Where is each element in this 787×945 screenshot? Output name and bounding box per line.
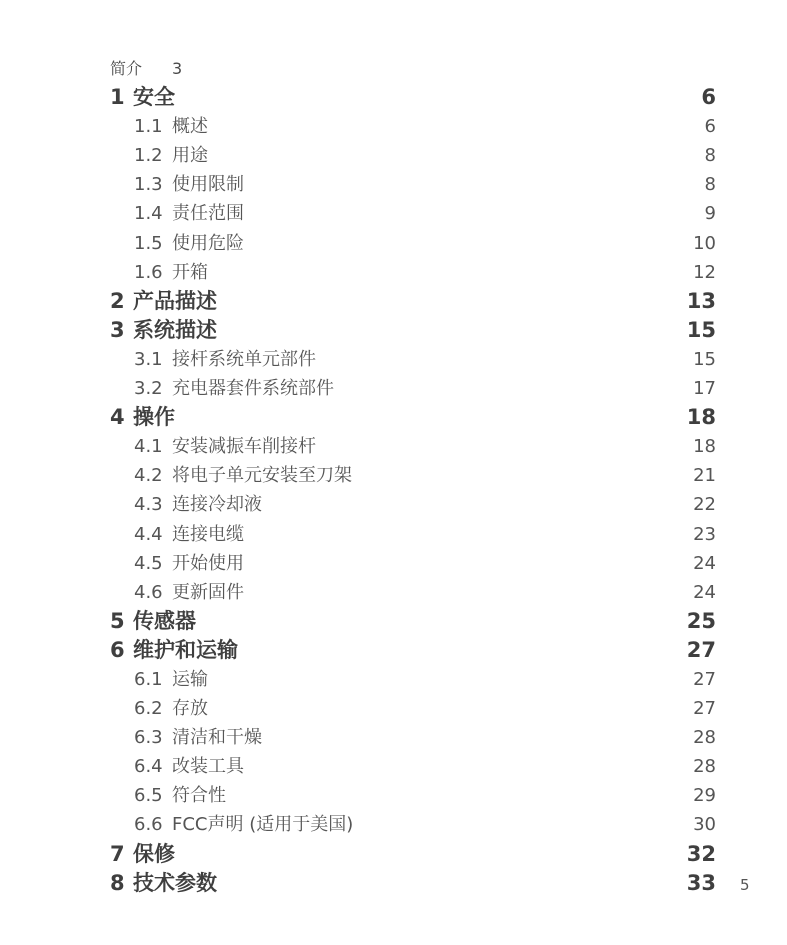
toc-entry-title: 连接冷却液 [172, 494, 262, 516]
toc-entry-title: 符合性 [172, 785, 226, 807]
toc-entry-page: 9 [704, 203, 716, 225]
toc-entry-page: 3 [172, 59, 183, 78]
toc-entry-page: 28 [693, 727, 716, 749]
toc-entry-title: FCC声明 (适用于美国) [172, 814, 354, 836]
toc-entry-number: 4.4 [134, 523, 163, 545]
table-of-contents [110, 54, 716, 898]
toc-entry-page: 18 [686, 405, 716, 430]
toc-entry-title: 责任范围 [172, 203, 244, 225]
toc-entry-number: 6.3 [134, 727, 163, 749]
toc-entry-number: 6.2 [134, 698, 163, 720]
toc-entry-number: 2 [110, 288, 125, 313]
toc-entry-number: 1.2 [134, 145, 163, 167]
toc-entry-title: 操作 [133, 405, 175, 430]
toc-entry-number: 4.5 [134, 552, 163, 574]
toc-entry-page: 32 [686, 841, 716, 866]
toc-section-row[interactable] [110, 54, 716, 83]
toc-subsection-row[interactable] [110, 170, 716, 199]
toc-entry-title: 存放 [172, 698, 208, 720]
toc-subsection-row[interactable] [110, 578, 716, 607]
toc-entry-number: 4.1 [134, 436, 163, 458]
toc-entry-number: 4.2 [134, 465, 163, 487]
toc-entry-title: 接杆系统单元部件 [172, 348, 316, 370]
toc-entry-page: 8 [704, 145, 716, 167]
toc-entry-title: 安全 [133, 85, 175, 110]
toc-entry-number: 4.3 [134, 494, 163, 516]
toc-subsection-row[interactable] [110, 199, 716, 228]
toc-entry-title: 产品描述 [133, 288, 217, 313]
toc-entry-title: 改装工具 [172, 756, 244, 778]
toc-entry-title: 将电子单元安装至刀架 [172, 465, 352, 487]
toc-entry-page: 29 [693, 785, 716, 807]
toc-entry-title: 使用限制 [172, 174, 244, 196]
toc-entry-page: 30 [693, 814, 716, 836]
toc-entry-number: 1 [110, 85, 125, 110]
toc-entry-number: 8 [110, 870, 125, 895]
toc-entry-title: 概述 [172, 116, 208, 138]
toc-entry-title: 技术参数 [133, 870, 217, 895]
toc-entry-title: 使用危险 [172, 232, 244, 254]
toc-entry-title: 开箱 [172, 261, 208, 283]
toc-entry-number: 7 [110, 841, 125, 866]
toc-section-row[interactable] [110, 869, 716, 898]
page-number: 5 [740, 876, 750, 894]
toc-entry-page: 23 [693, 523, 716, 545]
toc-entry-number: 4 [110, 405, 125, 430]
toc-entry-title: 充电器套件系统部件 [172, 378, 334, 400]
toc-entry-page: 27 [693, 698, 716, 720]
toc-entry-number: 6.4 [134, 756, 163, 778]
toc-entry-title: 维护和运输 [133, 637, 238, 662]
toc-entry-number: 1.1 [134, 116, 163, 138]
toc-entry-title: 开始使用 [172, 552, 244, 574]
toc-entry-title: 系统描述 [133, 317, 217, 342]
toc-section-row[interactable] [110, 403, 716, 432]
toc-entry-number: 3.1 [134, 348, 163, 370]
toc-entry-number: 3.2 [134, 378, 163, 400]
toc-entry-page: 6 [704, 116, 716, 138]
toc-entry-title: 用途 [172, 145, 208, 167]
toc-entry-number: 6.5 [134, 785, 163, 807]
toc-entry-title: 传感器 [133, 608, 196, 633]
toc-entry-title: 运输 [172, 668, 208, 690]
toc-subsection-row[interactable] [110, 345, 716, 374]
toc-subsection-row[interactable] [110, 665, 716, 694]
toc-subsection-row[interactable] [110, 490, 716, 519]
toc-entry-page: 12 [693, 261, 716, 283]
toc-entry-number: 6 [110, 637, 125, 662]
toc-entry-page: 13 [686, 288, 716, 313]
toc-entry-page: 17 [693, 378, 716, 400]
toc-entry-page: 27 [686, 637, 716, 662]
toc-section-row[interactable] [110, 607, 716, 636]
toc-entry-page: 27 [693, 668, 716, 690]
toc-entry-number: 1.3 [134, 174, 163, 196]
toc-subsection-row[interactable] [110, 141, 716, 170]
toc-entry-number: 5 [110, 608, 125, 633]
toc-entry-page: 22 [693, 494, 716, 516]
toc-subsection-row[interactable] [110, 549, 716, 578]
toc-section-row[interactable] [110, 83, 716, 112]
toc-entry-page: 18 [693, 436, 716, 458]
toc-entry-page: 21 [693, 465, 716, 487]
toc-subsection-row[interactable] [110, 432, 716, 461]
toc-subsection-row[interactable] [110, 374, 716, 403]
toc-entry-number: 1.5 [134, 232, 163, 254]
toc-subsection-row[interactable] [110, 461, 716, 490]
toc-subsection-row[interactable] [110, 781, 716, 810]
toc-entry-number: 6.1 [134, 668, 163, 690]
toc-subsection-row[interactable] [110, 258, 716, 287]
toc-entry-page: 10 [693, 232, 716, 254]
toc-entry-title: 安装减振车削接杆 [172, 436, 316, 458]
toc-entry-number: 1.6 [134, 261, 163, 283]
toc-entry-number: 1.4 [134, 203, 163, 225]
toc-subsection-row[interactable] [110, 810, 716, 839]
toc-subsection-row[interactable] [110, 694, 716, 723]
toc-subsection-row[interactable] [110, 229, 716, 258]
toc-entry-page: 15 [693, 348, 716, 370]
toc-entry-page: 15 [686, 317, 716, 342]
toc-entry-page: 33 [686, 870, 716, 895]
toc-subsection-row[interactable] [110, 752, 716, 781]
toc-entry-number: 3 [110, 317, 125, 342]
toc-entry-number: 4.6 [134, 581, 163, 603]
toc-subsection-row[interactable] [110, 723, 716, 752]
toc-entry-title: 清洁和干燥 [172, 727, 262, 749]
toc-entry-page: 24 [693, 552, 716, 574]
toc-section-row[interactable] [110, 316, 716, 345]
toc-entry-number: 6.6 [134, 814, 163, 836]
toc-entry-title: 连接电缆 [172, 523, 244, 545]
toc-subsection-row[interactable] [110, 520, 716, 549]
toc-entry-page: 6 [701, 85, 716, 110]
toc-entry-title: 更新固件 [172, 581, 244, 603]
toc-entry-page: 28 [693, 756, 716, 778]
toc-entry-title: 保修 [133, 841, 175, 866]
toc-section-row[interactable] [110, 840, 716, 869]
toc-subsection-row[interactable] [110, 112, 716, 141]
toc-section-row[interactable] [110, 636, 716, 665]
toc-section-row[interactable] [110, 287, 716, 316]
toc-entry-page: 25 [686, 608, 716, 633]
toc-entry-title: 简介 [110, 59, 143, 78]
toc-entry-page: 24 [693, 581, 716, 603]
toc-entry-page: 8 [704, 174, 716, 196]
